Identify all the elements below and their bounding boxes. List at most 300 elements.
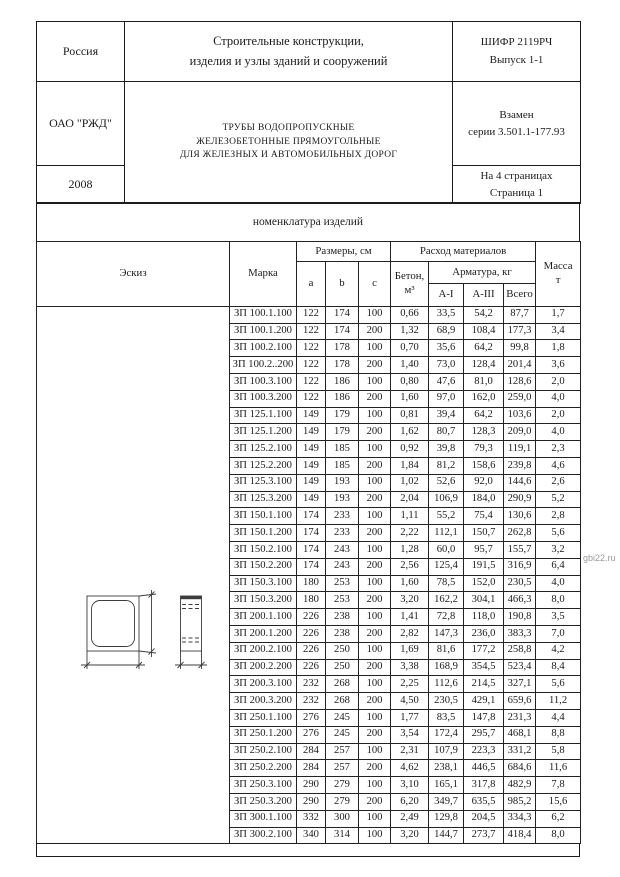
mark-cell: ЗП 200.1.100 [230, 609, 297, 626]
front-view [87, 596, 139, 651]
col-header-b: b [326, 261, 359, 306]
value-cell: 122 [297, 306, 326, 323]
value-cell: 83,5 [429, 709, 464, 726]
value-cell: 290,9 [504, 491, 536, 508]
value-cell: 1,60 [391, 575, 429, 592]
value-cell: 250 [326, 642, 359, 659]
value-cell: 2,31 [391, 743, 429, 760]
value-cell: 78,5 [429, 575, 464, 592]
value-cell: 8,0 [536, 827, 581, 844]
pipe-sketch [37, 588, 229, 697]
value-cell: 122 [297, 323, 326, 340]
value-cell: 185 [326, 441, 359, 458]
value-cell: 0,70 [391, 340, 429, 357]
series-title-line2: изделия и узлы зданий и сооружений [189, 53, 388, 68]
subject-line2: ЖЕЛЕЗОБЕТОННЫЕ ПРЯМОУГОЛЬНЫЕ [196, 136, 381, 147]
issue-number: Выпуск 1-1 [489, 53, 544, 66]
value-cell: 429,1 [464, 693, 504, 710]
value-cell: 190,8 [504, 609, 536, 626]
value-cell: 279 [326, 793, 359, 810]
value-cell: 6,2 [536, 810, 581, 827]
value-cell: 245 [326, 709, 359, 726]
value-cell: 108,4 [464, 323, 504, 340]
value-cell: 147,8 [464, 709, 504, 726]
col-group-materials: Расход материалов [391, 241, 536, 261]
value-cell: 100 [359, 340, 391, 357]
value-cell: 87,7 [504, 306, 536, 323]
value-cell: 1,41 [391, 609, 429, 626]
value-cell: 179 [326, 407, 359, 424]
value-cell: 1,7 [536, 306, 581, 323]
value-cell: 100 [359, 743, 391, 760]
value-cell: 200 [359, 457, 391, 474]
mark-cell: ЗП 300.2.100 [230, 827, 297, 844]
value-cell: 79,3 [464, 441, 504, 458]
mark-cell: ЗП 100.1.100 [230, 306, 297, 323]
value-cell: 259,0 [504, 390, 536, 407]
value-cell: 128,4 [464, 357, 504, 374]
value-cell: 468,1 [504, 726, 536, 743]
value-cell: 118,0 [464, 609, 504, 626]
value-cell: 226 [297, 642, 326, 659]
value-cell: 80,7 [429, 424, 464, 441]
value-cell: 174 [297, 541, 326, 558]
value-cell: 2,04 [391, 491, 429, 508]
value-cell: 354,5 [464, 659, 504, 676]
value-cell: 230,5 [429, 693, 464, 710]
value-cell: 276 [297, 726, 326, 743]
value-cell: 317,8 [464, 777, 504, 794]
value-cell: 39,8 [429, 441, 464, 458]
subject-cell [125, 82, 453, 204]
value-cell: 100 [359, 474, 391, 491]
value-cell: 4,6 [536, 457, 581, 474]
value-cell: 304,1 [464, 592, 504, 609]
value-cell: 184,0 [464, 491, 504, 508]
mark-cell: ЗП 125.3.100 [230, 474, 297, 491]
value-cell: 273,7 [464, 827, 504, 844]
value-cell: 230,5 [504, 575, 536, 592]
value-cell: 15,6 [536, 793, 581, 810]
value-cell: 232 [297, 693, 326, 710]
value-cell: 200 [359, 558, 391, 575]
value-cell: 253 [326, 575, 359, 592]
value-cell: 3,2 [536, 541, 581, 558]
pipe-sketch-drawing [37, 588, 230, 693]
value-cell: 200 [359, 625, 391, 642]
value-cell: 162,2 [429, 592, 464, 609]
value-cell: 97,0 [429, 390, 464, 407]
value-cell: 186 [326, 374, 359, 391]
mass-label: Масса [543, 260, 573, 273]
value-cell: 200 [359, 793, 391, 810]
cipher-code: ШИФР 2119РЧ [480, 35, 553, 48]
value-cell: 81,2 [429, 457, 464, 474]
value-cell: 3,4 [536, 323, 581, 340]
value-cell: 659,6 [504, 693, 536, 710]
value-cell: 165,1 [429, 777, 464, 794]
value-cell: 1,32 [391, 323, 429, 340]
value-cell: 1,69 [391, 642, 429, 659]
value-cell: 60,0 [429, 541, 464, 558]
subject-line3: ДЛЯ ЖЕЛЕЗНЫХ И АВТОМОБИЛЬНЫХ ДОРОГ [179, 150, 398, 161]
value-cell: 209,0 [504, 424, 536, 441]
value-cell: 100 [359, 374, 391, 391]
document-frame [36, 21, 580, 857]
nomenclature-body [37, 306, 581, 844]
value-cell: 332 [297, 810, 326, 827]
value-cell: 125,4 [429, 558, 464, 575]
value-cell: 3,5 [536, 609, 581, 626]
value-cell: 268 [326, 676, 359, 693]
value-cell: 245 [326, 726, 359, 743]
value-cell: 100 [359, 709, 391, 726]
dimension-b [139, 590, 156, 657]
subject-line1: ТРУБЫ ВОДОПРОПУСКНЫЕ [222, 122, 355, 133]
mark-cell: ЗП 200.3.100 [230, 676, 297, 693]
value-cell: 119,1 [504, 441, 536, 458]
value-cell: 226 [297, 625, 326, 642]
value-cell: 200 [359, 424, 391, 441]
value-cell: 149 [297, 491, 326, 508]
mark-cell: ЗП 250.2.100 [230, 743, 297, 760]
value-cell: 2,49 [391, 810, 429, 827]
value-cell: 200 [359, 659, 391, 676]
value-cell: 290 [297, 777, 326, 794]
col-header-rebar-ai: А-I [429, 283, 464, 306]
value-cell: 178 [326, 357, 359, 374]
mark-cell: ЗП 125.3.200 [230, 491, 297, 508]
value-cell: 200 [359, 693, 391, 710]
value-cell: 54,2 [464, 306, 504, 323]
value-cell: 158,6 [464, 457, 504, 474]
value-cell: 276 [297, 709, 326, 726]
value-cell: 179 [326, 424, 359, 441]
value-cell: 284 [297, 743, 326, 760]
mark-cell: ЗП 100.3.200 [230, 390, 297, 407]
mark-cell: ЗП 150.2.200 [230, 558, 297, 575]
value-cell: 47,6 [429, 374, 464, 391]
value-cell: 349,7 [429, 793, 464, 810]
value-cell: 2,3 [536, 441, 581, 458]
col-header-rebar-total: Всего [504, 283, 536, 306]
value-cell: 383,3 [504, 625, 536, 642]
year-cell: 2008 [37, 166, 125, 204]
value-cell: 162,0 [464, 390, 504, 407]
table-row [37, 306, 581, 323]
mark-cell: ЗП 200.2.200 [230, 659, 297, 676]
mark-cell: ЗП 250.1.200 [230, 726, 297, 743]
value-cell: 149 [297, 424, 326, 441]
value-cell: 174 [326, 306, 359, 323]
value-cell: 204,5 [464, 810, 504, 827]
value-cell: 3,10 [391, 777, 429, 794]
dimension-c [175, 651, 207, 669]
mark-cell: ЗП 150.3.100 [230, 575, 297, 592]
value-cell: 35,6 [429, 340, 464, 357]
value-cell: 2,0 [536, 407, 581, 424]
mark-cell: ЗП 100.3.100 [230, 374, 297, 391]
value-cell: 100 [359, 407, 391, 424]
value-cell: 1,28 [391, 541, 429, 558]
value-cell: 95,7 [464, 541, 504, 558]
value-cell: 6,20 [391, 793, 429, 810]
value-cell: 177,3 [504, 323, 536, 340]
value-cell: 233 [326, 525, 359, 542]
value-cell: 100 [359, 508, 391, 525]
value-cell: 257 [326, 760, 359, 777]
value-cell: 100 [359, 827, 391, 844]
value-cell: 100 [359, 609, 391, 626]
value-cell: 200 [359, 760, 391, 777]
organization-cell: ОАО "РЖД" [37, 82, 125, 166]
value-cell: 193 [326, 474, 359, 491]
concrete-label: Бетон, [394, 270, 425, 283]
value-cell: 334,3 [504, 810, 536, 827]
value-cell: 33,5 [429, 306, 464, 323]
value-cell: 232 [297, 676, 326, 693]
value-cell: 122 [297, 374, 326, 391]
value-cell: 0,81 [391, 407, 429, 424]
mark-cell: ЗП 150.2.100 [230, 541, 297, 558]
mark-cell: ЗП 250.3.100 [230, 777, 297, 794]
value-cell: 174 [297, 525, 326, 542]
section-title [36, 202, 580, 242]
value-cell: 174 [297, 508, 326, 525]
pages-count: На 4 страницах [480, 170, 553, 182]
value-cell: 180 [297, 592, 326, 609]
value-cell: 149 [297, 441, 326, 458]
value-cell: 130,6 [504, 508, 536, 525]
value-cell: 482,9 [504, 777, 536, 794]
value-cell: 295,7 [464, 726, 504, 743]
title-header-block [36, 21, 581, 204]
bottom-empty-strip [36, 843, 580, 857]
value-cell: 168,9 [429, 659, 464, 676]
value-cell: 1,60 [391, 390, 429, 407]
sketch-cell [37, 306, 230, 844]
value-cell: 2,82 [391, 625, 429, 642]
value-cell: 64,2 [464, 407, 504, 424]
value-cell: 122 [297, 390, 326, 407]
watermark: gbi22.ru [583, 553, 616, 563]
value-cell: 7,0 [536, 625, 581, 642]
col-header-concrete [391, 261, 429, 306]
mark-cell: ЗП 100.1.200 [230, 323, 297, 340]
value-cell: 106,9 [429, 491, 464, 508]
value-cell: 243 [326, 541, 359, 558]
section-title-text: номенклатура изделий [252, 216, 364, 229]
value-cell: 4,2 [536, 642, 581, 659]
mark-cell: ЗП 200.3.200 [230, 693, 297, 710]
value-cell: 327,1 [504, 676, 536, 693]
col-header-c: c [359, 261, 391, 306]
value-cell: 11,6 [536, 760, 581, 777]
value-cell: 72,8 [429, 609, 464, 626]
value-cell: 5,8 [536, 743, 581, 760]
value-cell: 155,7 [504, 541, 536, 558]
value-cell: 257 [326, 743, 359, 760]
value-cell: 1,77 [391, 709, 429, 726]
value-cell: 144,6 [504, 474, 536, 491]
value-cell: 200 [359, 323, 391, 340]
replaces-line2: серии 3.501.1-177.93 [468, 125, 565, 138]
value-cell: 128,6 [504, 374, 536, 391]
value-cell: 3,20 [391, 827, 429, 844]
side-view [181, 596, 202, 651]
col-header-mark: Марка [230, 241, 297, 306]
value-cell: 100 [359, 777, 391, 794]
value-cell: 253 [326, 592, 359, 609]
mark-cell: ЗП 100.2.100 [230, 340, 297, 357]
page-number: Страница 1 [489, 186, 544, 199]
mark-cell: ЗП 125.1.200 [230, 424, 297, 441]
value-cell: 316,9 [504, 558, 536, 575]
value-cell: 129,8 [429, 810, 464, 827]
value-cell: 73,0 [429, 357, 464, 374]
value-cell: 226 [297, 659, 326, 676]
value-cell: 4,50 [391, 693, 429, 710]
value-cell: 5,6 [536, 525, 581, 542]
value-cell: 147,3 [429, 625, 464, 642]
value-cell: 64,2 [464, 340, 504, 357]
value-cell: 112,1 [429, 525, 464, 542]
value-cell: 466,3 [504, 592, 536, 609]
value-cell: 314 [326, 827, 359, 844]
value-cell: 684,6 [504, 760, 536, 777]
value-cell: 100 [359, 541, 391, 558]
value-cell: 150,7 [464, 525, 504, 542]
value-cell: 100 [359, 575, 391, 592]
value-cell: 149 [297, 457, 326, 474]
value-cell: 1,11 [391, 508, 429, 525]
value-cell: 0,80 [391, 374, 429, 391]
value-cell: 193 [326, 491, 359, 508]
value-cell: 2,8 [536, 508, 581, 525]
series-title-cell [125, 22, 453, 82]
value-cell: 2,6 [536, 474, 581, 491]
value-cell: 331,2 [504, 743, 536, 760]
value-cell: 186 [326, 390, 359, 407]
value-cell: 238 [326, 609, 359, 626]
value-cell: 4,0 [536, 424, 581, 441]
series-title-line1: Строительные конструкции, [213, 34, 364, 49]
value-cell: 100 [359, 306, 391, 323]
value-cell: 200 [359, 525, 391, 542]
value-cell: 3,54 [391, 726, 429, 743]
value-cell: 0,66 [391, 306, 429, 323]
value-cell: 185 [326, 457, 359, 474]
value-cell: 231,3 [504, 709, 536, 726]
value-cell: 239,8 [504, 457, 536, 474]
value-cell: 200 [359, 491, 391, 508]
value-cell: 4,0 [536, 575, 581, 592]
value-cell: 2,0 [536, 374, 581, 391]
value-cell: 112,6 [429, 676, 464, 693]
value-cell: 144,7 [429, 827, 464, 844]
mark-cell: ЗП 150.3.200 [230, 592, 297, 609]
value-cell: 268 [326, 693, 359, 710]
value-cell: 258,8 [504, 642, 536, 659]
mark-cell: ЗП 200.2.100 [230, 642, 297, 659]
pages-cell [453, 166, 581, 204]
value-cell: 300 [326, 810, 359, 827]
mark-cell: ЗП 300.1.100 [230, 810, 297, 827]
value-cell: 985,2 [504, 793, 536, 810]
value-cell: 107,9 [429, 743, 464, 760]
value-cell: 8,4 [536, 659, 581, 676]
replaces-cell [453, 82, 581, 166]
value-cell: 279 [326, 777, 359, 794]
value-cell: 1,02 [391, 474, 429, 491]
value-cell: 200 [359, 592, 391, 609]
value-cell: 418,4 [504, 827, 536, 844]
mark-cell: ЗП 250.1.100 [230, 709, 297, 726]
value-cell: 55,2 [429, 508, 464, 525]
value-cell: 200 [359, 726, 391, 743]
value-cell: 128,3 [464, 424, 504, 441]
col-header-sketch: Эскиз [37, 241, 230, 306]
value-cell: 52,6 [429, 474, 464, 491]
value-cell: 0,92 [391, 441, 429, 458]
value-cell: 122 [297, 357, 326, 374]
value-cell: 1,62 [391, 424, 429, 441]
value-cell: 81,0 [464, 374, 504, 391]
mark-cell: ЗП 125.1.100 [230, 407, 297, 424]
value-cell: 75,4 [464, 508, 504, 525]
value-cell: 262,8 [504, 525, 536, 542]
value-cell: 3,38 [391, 659, 429, 676]
value-cell: 3,6 [536, 357, 581, 374]
value-cell: 1,40 [391, 357, 429, 374]
col-header-mass [536, 241, 581, 306]
value-cell: 174 [326, 323, 359, 340]
value-cell: 3,20 [391, 592, 429, 609]
value-cell: 7,8 [536, 777, 581, 794]
value-cell: 180 [297, 575, 326, 592]
value-cell: 8,8 [536, 726, 581, 743]
mark-cell: ЗП 200.1.200 [230, 625, 297, 642]
replaces-line1: Взамен [499, 109, 534, 121]
value-cell: 99,8 [504, 340, 536, 357]
value-cell: 290 [297, 793, 326, 810]
value-cell: 100 [359, 441, 391, 458]
value-cell: 635,5 [464, 793, 504, 810]
mark-cell: ЗП 250.2.200 [230, 760, 297, 777]
value-cell: 236,0 [464, 625, 504, 642]
value-cell: 201,4 [504, 357, 536, 374]
mark-cell: ЗП 125.2.200 [230, 457, 297, 474]
value-cell: 250 [326, 659, 359, 676]
value-cell: 238,1 [429, 760, 464, 777]
value-cell: 223,3 [464, 743, 504, 760]
value-cell: 100 [359, 810, 391, 827]
value-cell: 226 [297, 609, 326, 626]
mark-cell: ЗП 100.2..200 [230, 357, 297, 374]
value-cell: 243 [326, 558, 359, 575]
mark-cell: ЗП 125.2.100 [230, 441, 297, 458]
mark-cell: ЗП 150.1.100 [230, 508, 297, 525]
value-cell: 214,5 [464, 676, 504, 693]
value-cell: 238 [326, 625, 359, 642]
value-cell: 200 [359, 390, 391, 407]
value-cell: 39,4 [429, 407, 464, 424]
value-cell: 340 [297, 827, 326, 844]
nomenclature-table [36, 241, 581, 845]
value-cell: 6,4 [536, 558, 581, 575]
value-cell: 81,6 [429, 642, 464, 659]
value-cell: 200 [359, 357, 391, 374]
